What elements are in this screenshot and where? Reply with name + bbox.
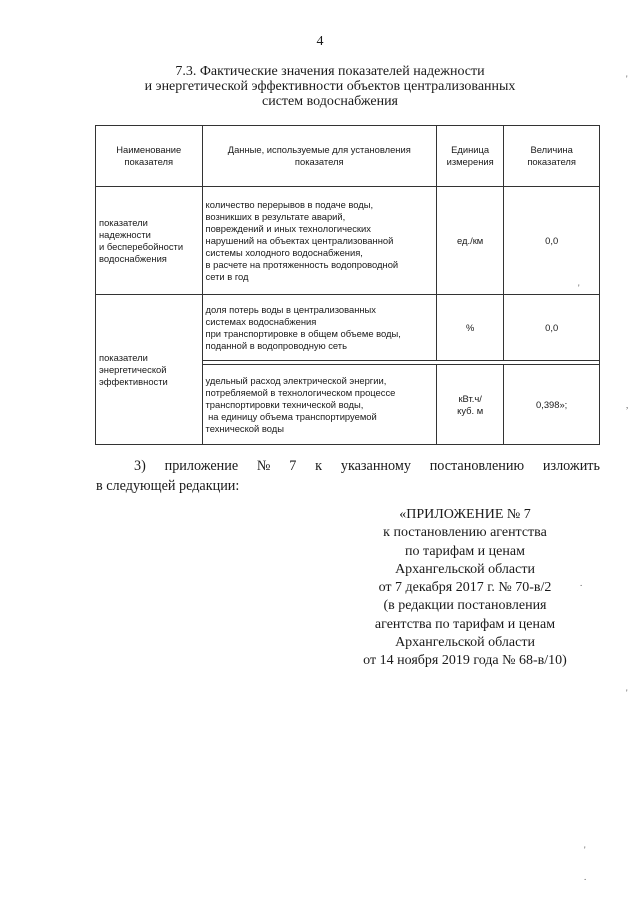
- header-value: Величина показателя: [504, 126, 600, 187]
- scan-speck: ': [578, 283, 580, 293]
- scan-speck: ': [626, 74, 628, 84]
- data-cell: удельный расход электрической энергии, потребляемой в технологическом процессе транспортировки технической воды, на единицу объема транспортируемой технической воды: [202, 365, 436, 445]
- section-title-line: систем водоснабжения: [261, 94, 398, 109]
- appendix-line: Архангельской области: [395, 635, 535, 651]
- appendix-heading: [340, 506, 590, 671]
- table-row: [96, 187, 600, 295]
- appendix-line: Архангельской области: [395, 561, 535, 577]
- appendix-line: от 14 ноября 2019 года № 68-в/10): [363, 653, 567, 669]
- data-cell: количество перерывов в подаче воды, возникших в результате аварий, повреждений и иных технологических нарушений на объектах централизованной системы холодного водоснабжения, в расчете на протяженность водопроводной сети в год: [202, 187, 436, 295]
- scan-speck: ': [584, 845, 586, 855]
- group-efficiency-name: показатели энергетической эффективности: [96, 295, 203, 445]
- appendix-line: агентства по тарифам и ценам: [374, 616, 556, 632]
- header-name: Наименование показателя: [96, 126, 203, 187]
- section-title-line: 7.3. Фактические значения показателей надежности: [175, 64, 485, 79]
- unit-cell: ед./км: [436, 187, 503, 295]
- appendix-line: от 7 декабря 2017 г. № 70-в/2: [378, 580, 552, 596]
- section-title: [120, 64, 540, 109]
- appendix-line: по тарифам и ценам: [405, 543, 525, 559]
- value-cell: 0,398»;: [504, 365, 600, 445]
- appendix-line: «ПРИЛОЖЕНИЕ № 7: [399, 507, 531, 522]
- table-header-row: [96, 126, 600, 187]
- appendix-line: к постановлению агентства: [383, 525, 547, 541]
- table-row: [96, 295, 600, 361]
- value-cell: 0,0: [504, 295, 600, 361]
- value-cell: 0,0: [504, 187, 600, 295]
- section-title-line: и энергетической эффективности объектов централизованных: [144, 79, 516, 94]
- indicators-table: [95, 125, 600, 445]
- scan-speck: .: [584, 872, 587, 882]
- unit-cell: %: [436, 295, 503, 361]
- paragraph-3: [96, 456, 600, 496]
- scan-speck: ': [626, 688, 628, 698]
- header-unit: Единица измерения: [436, 126, 503, 187]
- scan-speck: ,: [626, 400, 629, 410]
- paragraph-line: 3) приложение № 7 к указанному постановлению изложить: [134, 458, 600, 474]
- page-number: 4: [316, 34, 324, 49]
- appendix-line: (в редакции постановления: [383, 598, 547, 614]
- data-cell: доля потерь воды в централизованных системах водоснабжения при транспортировке в общем объеме воды, поданной в водопроводную сеть: [202, 295, 436, 361]
- header-data: Данные, используемые для установления показателя: [202, 126, 436, 187]
- paragraph-line: в следующей редакции:: [96, 478, 240, 494]
- scan-speck: .: [580, 578, 583, 588]
- unit-cell: кВт.ч/ куб. м: [436, 365, 503, 445]
- group-reliability-name: показатели надежности и бесперебойности водоснабжения: [96, 187, 203, 295]
